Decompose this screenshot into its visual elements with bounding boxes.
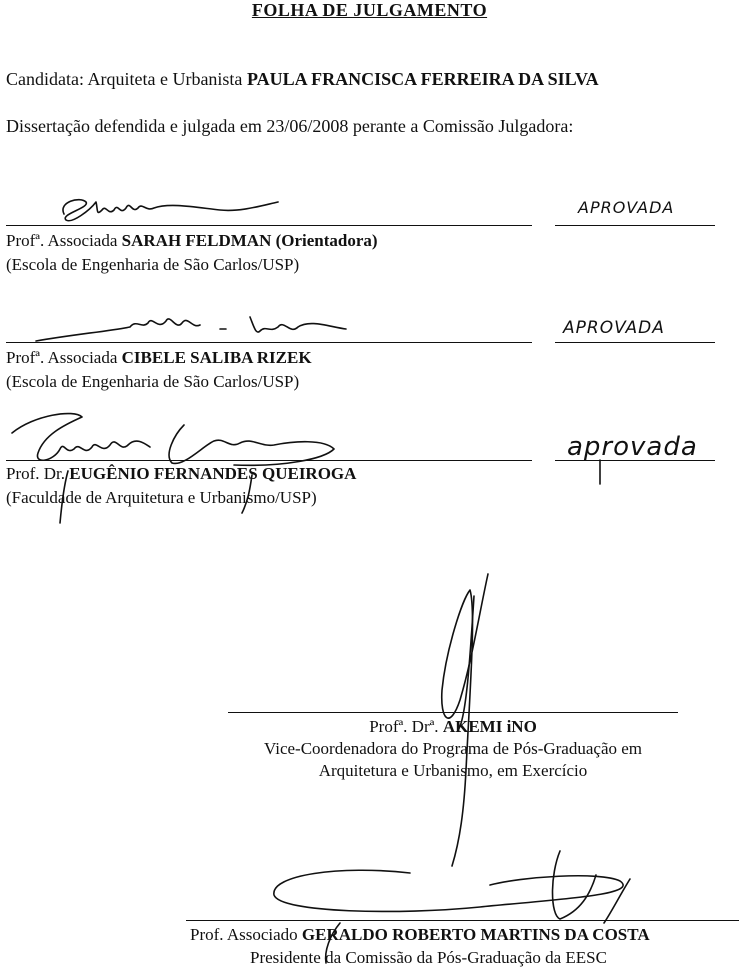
examiner-1-title: Profª. Associada — [6, 231, 122, 250]
coordinator-title: Profª. Drª. — [369, 717, 443, 736]
candidate-label: Candidata: Arquiteta e Urbanista — [6, 69, 247, 89]
coordinator-name-line — [228, 717, 678, 737]
president-role: Presidente da Comissão da Pós-Graduação da EESC — [250, 948, 607, 967]
coordinator-role-1: Vice-Coordenadora do Programa de Pós-Graduação em — [263, 739, 643, 758]
signature-rizek — [30, 305, 350, 345]
examiner-3-name-line — [6, 464, 356, 484]
examiner-2-institution: (Escola de Engenharia de São Carlos/USP) — [6, 372, 300, 391]
signature-line-1 — [6, 225, 532, 226]
verdict-2: APROVADA — [563, 318, 665, 338]
examiner-1-institution: (Escola de Engenharia de São Carlos/USP) — [6, 255, 300, 274]
examiner-3-title: Prof. Dr. — [6, 464, 70, 483]
verdict-line-1 — [555, 225, 715, 226]
president-title: Prof. Associado — [190, 925, 302, 944]
examiner-1-name-line — [6, 231, 378, 251]
page-title: FOLHA DE JULGAMENTO — [251, 0, 488, 20]
president-name-line — [190, 925, 650, 945]
coordinator-name: AKEMI iNO — [442, 717, 537, 736]
examiner-2-name-line — [6, 348, 312, 368]
coordinator-block — [228, 717, 678, 781]
president-name: GERALDO ROBERTO MARTINS DA COSTA — [301, 925, 650, 944]
coordinator-role-2: Arquitetura e Urbanismo, em Exercício — [318, 761, 588, 780]
candidate-name: PAULA FRANCISCA FERREIRA DA SILVA — [246, 69, 599, 89]
signature-feldman — [50, 188, 290, 228]
verdict-line-3 — [555, 460, 715, 461]
signature-line-3 — [6, 460, 532, 461]
signature-line-4 — [228, 712, 678, 713]
candidate-line — [6, 69, 599, 90]
verdict-3: aprovada — [567, 432, 698, 462]
examiner-2-name: CIBELE SALIBA RIZEK — [121, 348, 312, 367]
signature-line-2 — [6, 342, 532, 343]
examiner-3-name: EUGÊNIO FERNANDES QUEIROGA — [69, 464, 357, 483]
verdict-1: APROVADA — [578, 198, 675, 217]
verdict-line-2 — [555, 342, 715, 343]
examiner-3-institution: (Faculdade de Arquitetura e Urbanismo/USP) — [6, 488, 317, 507]
verdict-3-stroke — [596, 458, 606, 488]
defense-statement: Dissertação defendida e julgada em 23/06/2008 perante a Comissão Julgadora: — [6, 116, 574, 136]
signature-line-5 — [186, 920, 739, 921]
examiner-1-name: SARAH FELDMAN (Orientadora) — [121, 231, 378, 250]
examiner-2-title: Profª. Associada — [6, 348, 122, 367]
